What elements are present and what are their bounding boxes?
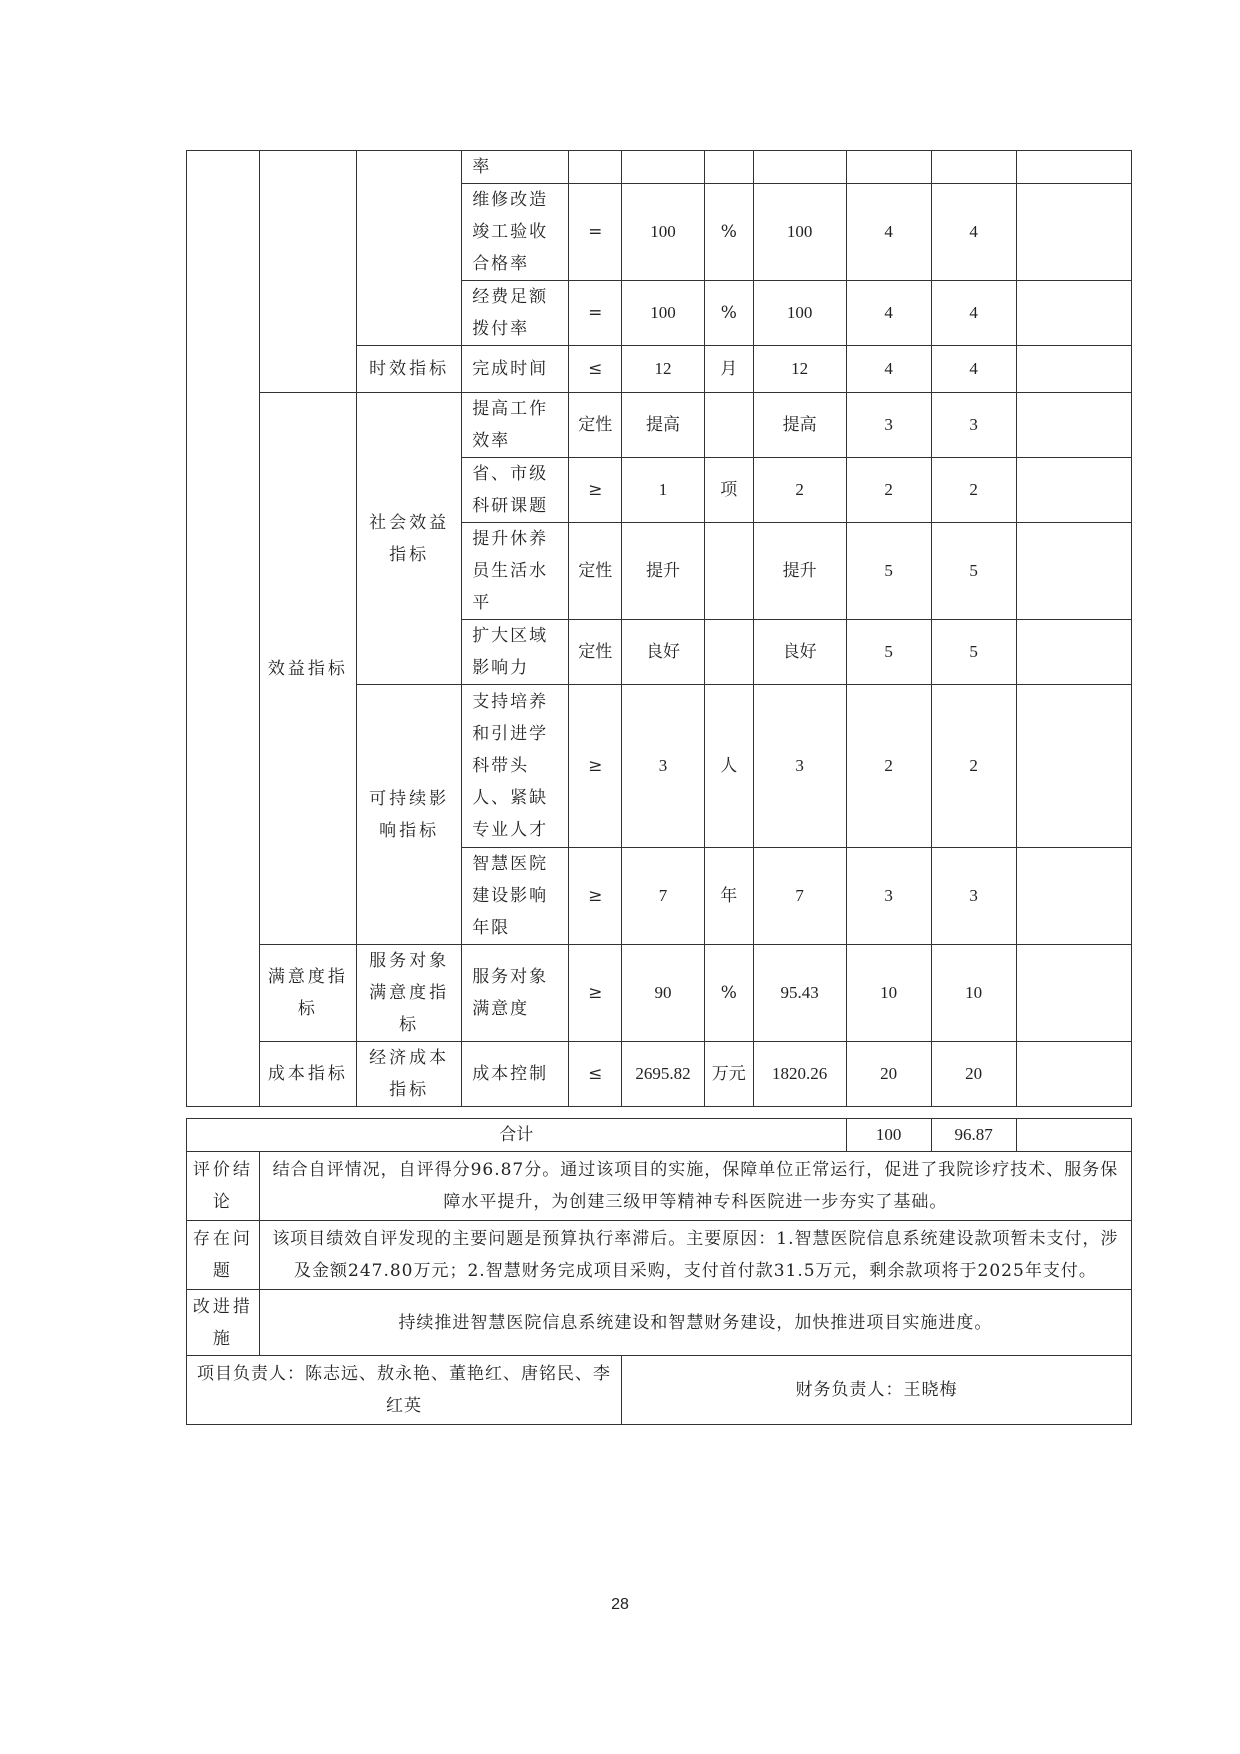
indicator-actual: 12	[753, 346, 846, 393]
indicator-note	[1016, 281, 1131, 346]
indicator-op: ≥	[569, 945, 622, 1042]
indicator-target: 12	[622, 346, 705, 393]
indicator-name: 扩大区域影响力	[462, 620, 569, 685]
category-social: 社会效益指标	[356, 393, 461, 685]
indicator-score: 4	[931, 184, 1016, 281]
total-row	[187, 1119, 1132, 1152]
indicator-actual	[753, 151, 846, 184]
indicator-note	[1016, 848, 1131, 945]
indicator-unit: 年	[704, 848, 753, 945]
indicator-unit: %	[704, 184, 753, 281]
indicator-actual: 95.43	[753, 945, 846, 1042]
indicator-score: 3	[931, 393, 1016, 458]
indicator-actual: 良好	[753, 620, 846, 685]
finance-leader: 财务负责人：王晓梅	[622, 1356, 1132, 1425]
category-benefit: 效益指标	[259, 393, 356, 945]
evaluation-text: 结合自评情况，自评得分96.87分。通过该项目的实施，保障单位正常运行，促进了我院诊疗技术、服务保障水平提升，为创建三级甲等精神专科医院进一步夯实了基础。	[259, 1152, 1131, 1221]
indicator-unit	[704, 393, 753, 458]
indicator-note	[1016, 620, 1131, 685]
indicator-score: 20	[931, 1042, 1016, 1107]
indicator-weight: 4	[846, 346, 931, 393]
signature-row	[187, 1356, 1132, 1425]
indicator-unit	[704, 523, 753, 620]
indicator-score: 4	[931, 346, 1016, 393]
indicator-unit	[704, 620, 753, 685]
table-row	[187, 1042, 1132, 1107]
indicator-name: 经费足额拨付率	[462, 281, 569, 346]
total-label: 合计	[187, 1119, 847, 1152]
blank-level3-col	[356, 151, 461, 346]
indicator-target: 提升	[622, 523, 705, 620]
indicator-unit: 人	[704, 685, 753, 848]
improvement-row	[187, 1290, 1132, 1356]
problems-row	[187, 1221, 1132, 1290]
total-note	[1016, 1119, 1131, 1152]
indicator-op: 定性	[569, 620, 622, 685]
category-cost-sub: 经济成本指标	[356, 1042, 461, 1107]
indicator-target: 3	[622, 685, 705, 848]
indicator-op: ≥	[569, 458, 622, 523]
indicator-note	[1016, 945, 1131, 1042]
indicator-name: 率	[462, 151, 569, 184]
total-weight: 100	[846, 1119, 931, 1152]
indicator-target	[622, 151, 705, 184]
indicator-score: 5	[931, 523, 1016, 620]
indicator-name: 服务对象满意度	[462, 945, 569, 1042]
indicator-weight: 20	[846, 1042, 931, 1107]
indicator-weight: 4	[846, 281, 931, 346]
indicator-name: 提高工作效率	[462, 393, 569, 458]
indicator-note	[1016, 346, 1131, 393]
indicator-weight: 4	[846, 184, 931, 281]
indicator-score: 10	[931, 945, 1016, 1042]
summary-table	[186, 1118, 1132, 1425]
indicator-name: 完成时间	[462, 346, 569, 393]
indicator-score: 3	[931, 848, 1016, 945]
indicator-weight	[846, 151, 931, 184]
indicator-actual: 提升	[753, 523, 846, 620]
table-row	[187, 393, 1132, 458]
indicator-score: 5	[931, 620, 1016, 685]
indicator-unit: 项	[704, 458, 753, 523]
indicator-actual: 3	[753, 685, 846, 848]
indicator-unit: %	[704, 945, 753, 1042]
category-cost: 成本指标	[259, 1042, 356, 1107]
total-score: 96.87	[931, 1119, 1016, 1152]
indicator-target: 90	[622, 945, 705, 1042]
indicator-score	[931, 151, 1016, 184]
indicator-target: 100	[622, 281, 705, 346]
indicator-target: 2695.82	[622, 1042, 705, 1107]
indicator-op: 定性	[569, 523, 622, 620]
blank-first-col	[187, 151, 260, 1107]
indicator-weight: 10	[846, 945, 931, 1042]
indicator-actual: 2	[753, 458, 846, 523]
category-satisfaction-sub: 服务对象满意度指标	[356, 945, 461, 1042]
indicator-score: 4	[931, 281, 1016, 346]
indicator-op	[569, 151, 622, 184]
indicator-target: 7	[622, 848, 705, 945]
indicator-op: ≥	[569, 685, 622, 848]
improvement-text: 持续推进智慧医院信息系统建设和智慧财务建设，加快推进项目实施进度。	[259, 1290, 1131, 1356]
improvement-label: 改进措施	[187, 1290, 260, 1356]
indicator-target: 良好	[622, 620, 705, 685]
indicator-score: 2	[931, 458, 1016, 523]
indicator-weight: 3	[846, 848, 931, 945]
indicator-name: 支持培养和引进学科带头人、紧缺专业人才	[462, 685, 569, 848]
indicator-weight: 2	[846, 458, 931, 523]
category-sustainable: 可持续影响指标	[356, 685, 461, 945]
indicator-unit	[704, 151, 753, 184]
indicator-note	[1016, 1042, 1131, 1107]
evaluation-row	[187, 1152, 1132, 1221]
indicator-actual: 提高	[753, 393, 846, 458]
page-number: 28	[611, 1596, 629, 1613]
category-satisfaction: 满意度指标	[259, 945, 356, 1042]
indicator-note	[1016, 151, 1131, 184]
indicator-unit: 万元	[704, 1042, 753, 1107]
indicator-name: 提升休养员生活水平	[462, 523, 569, 620]
indicator-note	[1016, 393, 1131, 458]
problems-text: 该项目绩效自评发现的主要问题是预算执行率滞后。主要原因：1.智慧医院信息系统建设款项暂未支付，涉及金额247.80万元；2.智慧财务完成项目采购，支付首付款31.5万元，剩余款项将于2025年支付。	[259, 1221, 1131, 1290]
indicator-weight: 5	[846, 620, 931, 685]
indicator-note	[1016, 523, 1131, 620]
table-row	[187, 945, 1132, 1042]
indicator-weight: 3	[846, 393, 931, 458]
indicator-op: ≥	[569, 848, 622, 945]
indicator-weight: 2	[846, 685, 931, 848]
indicator-rows	[187, 151, 1132, 1107]
indicator-score: 2	[931, 685, 1016, 848]
indicator-actual: 100	[753, 184, 846, 281]
indicator-actual: 100	[753, 281, 846, 346]
indicator-target: 1	[622, 458, 705, 523]
indicator-note	[1016, 184, 1131, 281]
indicator-op: =	[569, 281, 622, 346]
indicator-name: 省、市级科研课题	[462, 458, 569, 523]
evaluation-label: 评价结论	[187, 1152, 260, 1221]
performance-table	[186, 150, 1132, 1107]
table-row	[187, 151, 1132, 184]
indicator-unit: %	[704, 281, 753, 346]
indicator-actual: 1820.26	[753, 1042, 846, 1107]
category-timeliness: 时效指标	[356, 346, 461, 393]
indicator-name: 维修改造竣工验收合格率	[462, 184, 569, 281]
project-leader: 项目负责人：陈志远、敖永艳、董艳红、唐铭民、李红英	[187, 1356, 622, 1425]
indicator-weight: 5	[846, 523, 931, 620]
indicator-op: =	[569, 184, 622, 281]
problems-label: 存在问题	[187, 1221, 260, 1290]
indicator-op: ≤	[569, 346, 622, 393]
indicator-note	[1016, 458, 1131, 523]
indicator-actual: 7	[753, 848, 846, 945]
indicator-op: 定性	[569, 393, 622, 458]
indicator-unit: 月	[704, 346, 753, 393]
indicator-target: 提高	[622, 393, 705, 458]
blank-level2-col	[259, 151, 356, 393]
indicator-op: ≤	[569, 1042, 622, 1107]
indicator-note	[1016, 685, 1131, 848]
indicator-target: 100	[622, 184, 705, 281]
indicator-name: 智慧医院建设影响年限	[462, 848, 569, 945]
indicator-name: 成本控制	[462, 1042, 569, 1107]
